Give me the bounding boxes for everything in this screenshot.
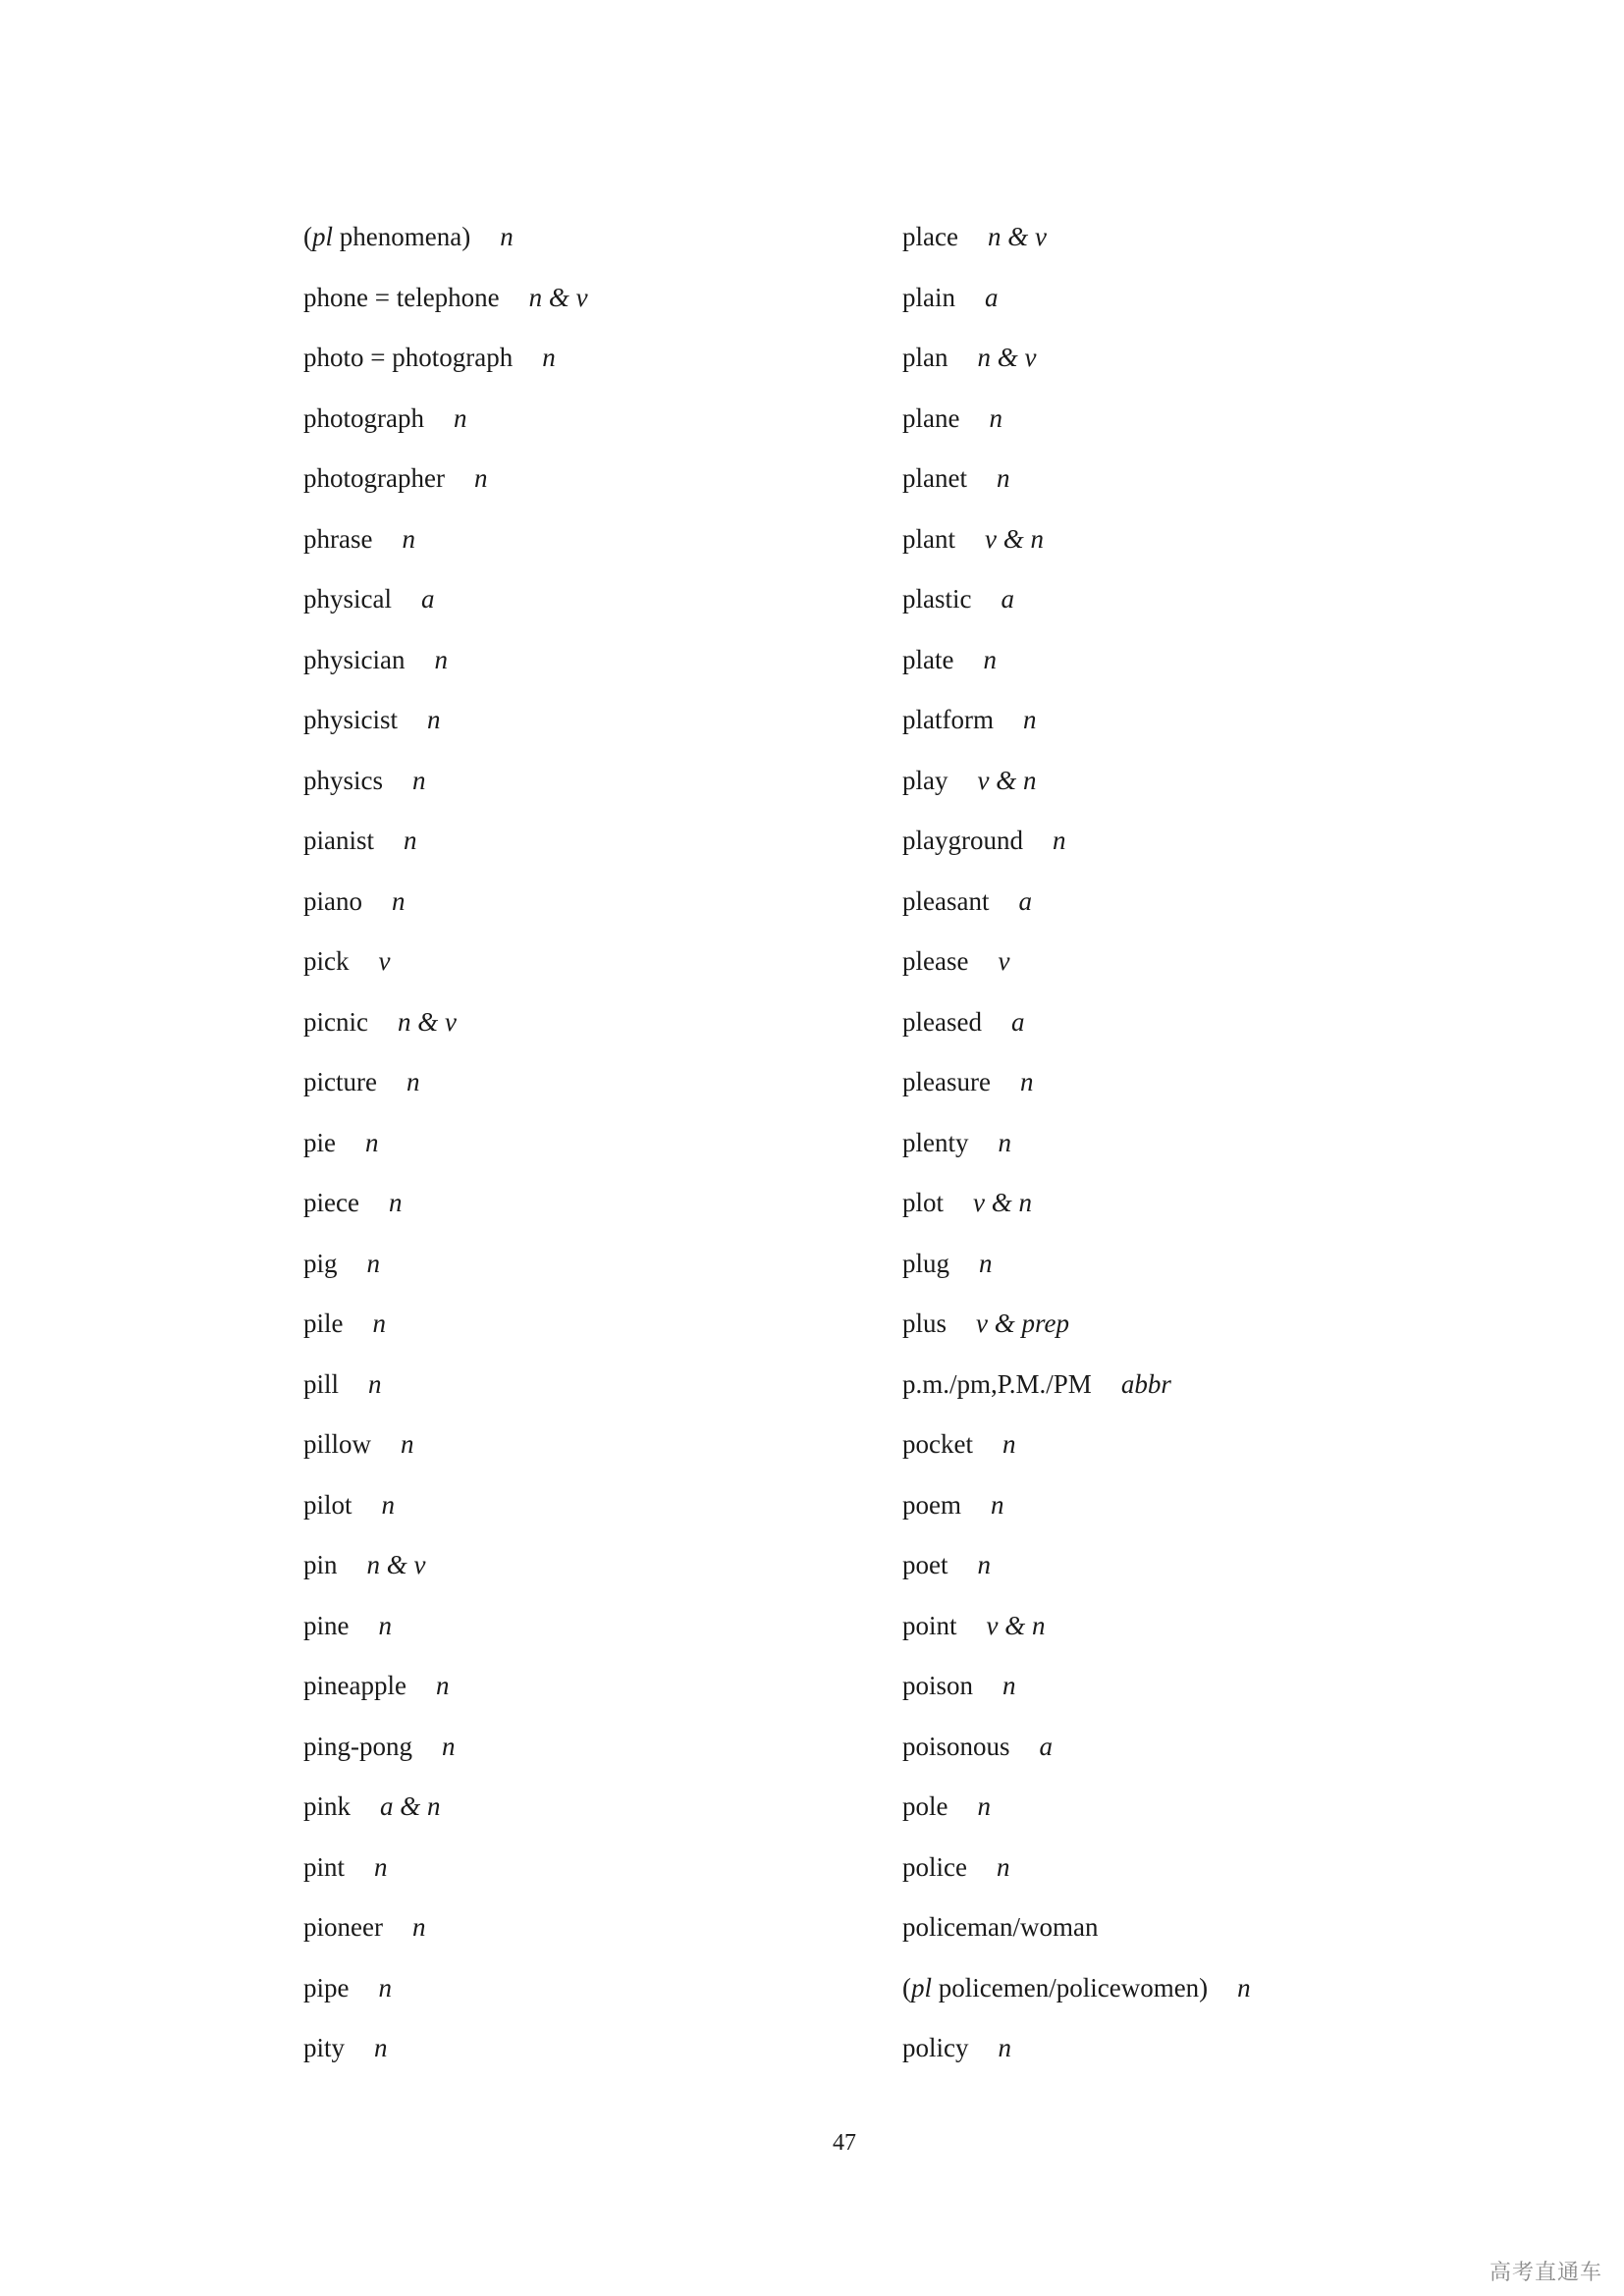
part-of-speech: n — [412, 765, 426, 795]
part-of-speech: v & n — [985, 523, 1044, 554]
vocabulary-entry — [902, 576, 1531, 637]
part-of-speech: n — [453, 402, 467, 433]
vocabulary-entry — [303, 455, 853, 516]
entry-word: poet — [902, 1550, 948, 1579]
part-of-speech: n — [1019, 1067, 1034, 1096]
entry-word: policy — [902, 2033, 969, 2062]
part-of-speech: n — [378, 1972, 392, 2002]
vocabulary-entry — [303, 938, 853, 999]
vocabulary-entry — [303, 396, 853, 456]
vocabulary-entry — [303, 214, 853, 275]
vocabulary-entry — [902, 1362, 1531, 1422]
part-of-speech: n — [979, 1248, 993, 1278]
entry-word: plate — [902, 644, 954, 674]
part-of-speech: n — [996, 1851, 1010, 1882]
entry-word: physics — [303, 765, 383, 795]
entry-word: pig — [303, 1248, 338, 1278]
vocabulary-entry — [902, 335, 1531, 396]
part-of-speech: v & n — [973, 1188, 1033, 1217]
open-paren: ( — [902, 1972, 911, 2002]
part-of-speech: n — [374, 1851, 388, 1882]
vocabulary-entry — [303, 1241, 853, 1302]
part-of-speech: a — [1018, 885, 1032, 916]
vocabulary-entry — [303, 1421, 853, 1482]
entry-word: planet — [902, 463, 967, 493]
part-of-speech: a — [1039, 1731, 1054, 1761]
part-of-speech: v & prep — [976, 1308, 1069, 1338]
entry-word: plug — [902, 1248, 950, 1278]
vocabulary-entry — [303, 1059, 853, 1120]
part-of-speech: a & n — [380, 1791, 441, 1821]
entry-word: pile — [303, 1308, 344, 1338]
entry-word: plan — [902, 343, 948, 372]
part-of-speech: n — [406, 1067, 420, 1096]
vocabulary-entry — [303, 1965, 853, 2026]
entry-word: pleased — [902, 1006, 982, 1037]
part-of-speech: n — [1002, 1671, 1016, 1700]
vocabulary-entry — [902, 2025, 1531, 2086]
entry-word: phone = telephone — [303, 282, 500, 312]
entry-word: pie — [303, 1127, 336, 1157]
entry-word: phrase — [303, 523, 373, 554]
part-of-speech: n & v — [528, 282, 588, 312]
part-of-speech: n — [392, 885, 406, 916]
part-of-speech: v — [998, 946, 1010, 976]
part-of-speech: n — [374, 2033, 388, 2062]
vocabulary-entry — [303, 1663, 853, 1724]
part-of-speech: n — [977, 1550, 991, 1579]
vocabulary-entry — [303, 758, 853, 819]
vocabulary-entry — [303, 818, 853, 879]
part-of-speech: n — [404, 826, 417, 855]
part-of-speech: n — [381, 1489, 396, 1520]
part-of-speech: n — [989, 402, 1002, 433]
part-of-speech: n — [996, 463, 1010, 493]
part-of-speech: n — [378, 1610, 392, 1640]
vocabulary-entry — [902, 637, 1531, 698]
entry-word: policeman/woman — [902, 1912, 1099, 1942]
entry-word: pipe — [303, 1972, 350, 2002]
entry-word: pleasure — [902, 1067, 991, 1096]
entry-word: pole — [902, 1791, 948, 1821]
entry-word: playground — [902, 826, 1023, 855]
entry-word: police — [902, 1851, 967, 1882]
vocabulary-entry — [902, 818, 1531, 879]
entry-word: physician — [303, 644, 406, 674]
entry-word: platform — [902, 705, 994, 734]
vocabulary-entry — [902, 999, 1531, 1060]
part-of-speech: n — [427, 705, 441, 734]
entry-word: pillow — [303, 1429, 372, 1459]
vocabulary-entry — [303, 576, 853, 637]
part-of-speech: v & n — [986, 1610, 1046, 1640]
vocabulary-entry — [303, 1904, 853, 1965]
entry-word: plastic — [902, 584, 972, 614]
entry-word: piano — [303, 885, 362, 916]
part-of-speech: n — [542, 343, 556, 372]
vocabulary-entry — [303, 1724, 853, 1785]
entry-word: plain — [902, 282, 955, 312]
vocabulary-entry — [902, 1421, 1531, 1482]
entry-word: poison — [902, 1671, 974, 1700]
entry-word: plus — [902, 1308, 947, 1338]
vocabulary-entry — [902, 1241, 1531, 1302]
entry-word: please — [902, 946, 969, 976]
part-of-speech: n & v — [366, 1550, 426, 1579]
vocabulary-entry — [902, 697, 1531, 758]
entry-word: pint — [303, 1851, 346, 1882]
vocabulary-entry — [303, 275, 853, 336]
vocabulary-entry — [902, 1663, 1531, 1724]
vocabulary-entry — [902, 1301, 1531, 1362]
left-word-column — [303, 214, 853, 2086]
entry-word: policemen/policewomen) — [938, 1972, 1209, 2002]
entry-word: plenty — [902, 1127, 969, 1157]
entry-word: photographer — [303, 463, 445, 493]
vocabulary-entry — [902, 758, 1531, 819]
vocabulary-entry — [902, 938, 1531, 999]
part-of-speech: n — [998, 2033, 1011, 2062]
entry-word: pianist — [303, 826, 374, 855]
entry-word: photograph — [303, 402, 424, 433]
part-of-speech: n — [366, 1248, 381, 1278]
part-of-speech: a — [985, 282, 999, 312]
part-of-speech: n — [372, 1308, 386, 1338]
entry-word: pity — [303, 2033, 346, 2062]
entry-word: pine — [303, 1610, 350, 1640]
entry-word: picnic — [303, 1006, 368, 1037]
part-of-speech: a — [420, 584, 435, 614]
plural-marker: pl — [911, 1972, 933, 2002]
entry-word: pin — [303, 1550, 338, 1579]
part-of-speech: n — [500, 222, 514, 251]
entry-word: picture — [303, 1067, 377, 1096]
vocabulary-entry — [902, 214, 1531, 275]
entry-word: pill — [303, 1368, 340, 1399]
vocabulary-entry — [303, 1301, 853, 1362]
part-of-speech: n & v — [987, 222, 1047, 251]
vocabulary-entry — [902, 1542, 1531, 1603]
vocabulary-entry — [303, 1784, 853, 1844]
part-of-speech: n — [388, 1188, 403, 1217]
part-of-speech: n — [365, 1127, 379, 1157]
part-of-speech: n & v — [977, 343, 1037, 372]
vocabulary-entry — [303, 697, 853, 758]
part-of-speech: v — [378, 946, 391, 976]
entry-word: pick — [303, 946, 350, 976]
vocabulary-entry — [902, 1965, 1531, 2026]
vocabulary-entry — [303, 1542, 853, 1603]
right-word-column — [902, 214, 1531, 2086]
entry-word: physicist — [303, 705, 399, 734]
vocabulary-entry — [902, 516, 1531, 577]
vocabulary-entry — [303, 2025, 853, 2086]
vocabulary-entry — [303, 1120, 853, 1181]
entry-word: photo = photograph — [303, 343, 514, 372]
vocabulary-entry — [902, 1603, 1531, 1664]
vocabulary-entry — [303, 1844, 853, 1905]
entry-word: poisonous — [902, 1731, 1010, 1761]
part-of-speech: n & v — [397, 1006, 457, 1037]
vocabulary-entry — [902, 1120, 1531, 1181]
entry-word: pilot — [303, 1489, 352, 1520]
plural-marker: pl — [312, 222, 334, 251]
entry-word: plane — [902, 402, 960, 433]
part-of-speech: n — [1237, 1972, 1251, 2002]
entry-word: play — [902, 765, 948, 795]
vocabulary-entry — [303, 1482, 853, 1543]
open-paren: ( — [303, 222, 312, 251]
entry-word: physical — [303, 584, 392, 614]
vocabulary-entry — [303, 1603, 853, 1664]
entry-word: poem — [902, 1489, 961, 1520]
vocabulary-entry — [902, 1482, 1531, 1543]
vocabulary-entry — [303, 879, 853, 939]
vocabulary-entry — [902, 879, 1531, 939]
part-of-speech: n — [402, 523, 415, 554]
part-of-speech: a — [1010, 1006, 1025, 1037]
entry-word: point — [902, 1610, 957, 1640]
vocabulary-entry — [303, 999, 853, 1060]
part-of-speech: n — [401, 1429, 414, 1459]
entry-word: pioneer — [303, 1912, 383, 1942]
part-of-speech: n — [991, 1489, 1004, 1520]
part-of-speech: n — [473, 463, 488, 493]
part-of-speech: v & n — [977, 765, 1037, 795]
part-of-speech: n — [435, 1671, 450, 1700]
page-number: 47 — [833, 2130, 856, 2156]
entry-word: pineapple — [303, 1671, 406, 1700]
entry-word: place — [902, 222, 958, 251]
entry-word: plot — [902, 1188, 945, 1217]
vocabulary-entry — [303, 1180, 853, 1241]
entry-word: pleasant — [902, 885, 990, 916]
entry-word: pink — [303, 1791, 352, 1821]
vocabulary-entry — [902, 1180, 1531, 1241]
part-of-speech: n — [977, 1791, 991, 1821]
vocabulary-entry — [902, 396, 1531, 456]
vocabulary-entry — [303, 1362, 853, 1422]
part-of-speech: n — [1052, 826, 1066, 855]
vocabulary-entry — [902, 1784, 1531, 1844]
vocabulary-entry — [902, 1059, 1531, 1120]
part-of-speech: a — [1001, 584, 1014, 614]
vocabulary-entry — [902, 275, 1531, 336]
entry-word: phenomena) — [339, 222, 471, 251]
part-of-speech: n — [998, 1127, 1011, 1157]
entry-word: plant — [902, 523, 955, 554]
part-of-speech: n — [983, 644, 997, 674]
entry-word: pocket — [902, 1429, 973, 1459]
vocabulary-entry — [303, 637, 853, 698]
entry-word: p.m./pm,P.M./PM — [902, 1368, 1092, 1399]
vocabulary-entry — [902, 1844, 1531, 1905]
part-of-speech: n — [434, 644, 448, 674]
watermark: 高考直通车 — [1489, 2261, 1602, 2285]
part-of-speech: n — [1022, 705, 1037, 734]
entry-word: ping-pong — [303, 1731, 412, 1761]
entry-word: piece — [303, 1188, 359, 1217]
part-of-speech: n — [368, 1368, 382, 1399]
vocabulary-entry — [303, 335, 853, 396]
part-of-speech: abbr — [1120, 1368, 1171, 1399]
part-of-speech: n — [411, 1912, 426, 1942]
part-of-speech: n — [442, 1731, 456, 1761]
vocabulary-entry — [902, 455, 1531, 516]
part-of-speech: n — [1001, 1429, 1016, 1459]
vocabulary-entry — [902, 1904, 1531, 1965]
vocabulary-entry — [902, 1724, 1531, 1785]
vocabulary-entry — [303, 516, 853, 577]
